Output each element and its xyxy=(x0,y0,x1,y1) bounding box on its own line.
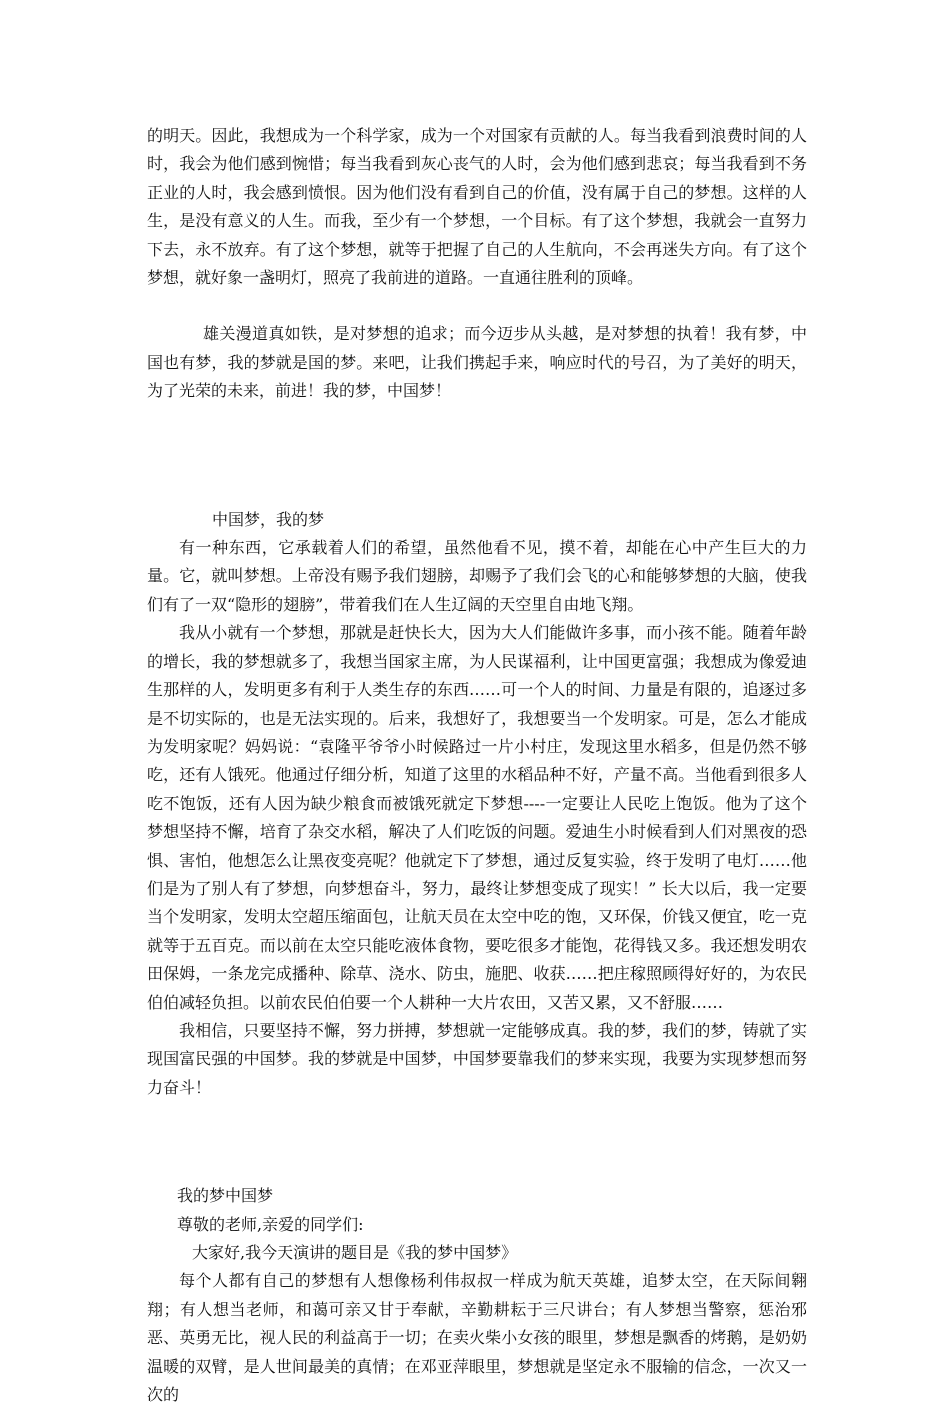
paragraph: 每个人都有自己的梦想有人想像杨利伟叔叔一样成为航天英雄，追梦太空，在天际间翱翔；有人想当老师，和蔼可亲又甘于奉献，辛勤耕耘于三尺讲台；有人梦想当警察，惩治邪恶、英勇无比，视人民的利益高于一切；在卖火柴小女孩的眼里，梦想是飘香的烤鹅，是奶奶温暖的双臂，是人世间最美的真情；在邓亚萍眼里，梦想就是坚定永不服输的信念，一次又一次的 xyxy=(147,1271,807,1405)
paragraph: 我从小就有一个梦想，那就是赶快长大，因为大人们能做许多事，而小孩不能。随着年龄的增长，我的梦想就多了，我想当国家主席，为人民谋福利，让中国更富强；我想成为像爱迪生那样的人，发明更多有利于人类生存的东西……可一个人的时间、力量是有限的，追逐过多是不切实际的，也是无法实现的。后来，我想好了，我想要当一个发明家。可是，怎么才能成为发明家呢？妈妈说：“袁隆平爷爷小时候路过一片小村庄，发现这里水稻多，但是仍然不够吃，还有人饿死。他通过仔细分析，知道了这里的水稻品种不好，产量不高。当他看到很多人吃不饱饭，还有人因为缺少粮食而被饿死就定下梦想----一定要让人民吃上饱饭。他为了这个梦想坚持不懈，培育了杂交水稻，解决了人们吃饭的问题。爱迪生小时候看到人们对黑夜的恐惧、害怕，他想怎么让黑夜变亮呢？他就定下了梦想，通过反复实验，终于发明了电灯……他们是为了别人有了梦想，向梦想奋斗，努力，最终让梦想变成了现实！” 长大以后，我一定要当个发明家，发明太空超压缩面包，让航天员在太空中吃的饱，又环保，价钱又便宜，吃一克就等于五百克。而以前在太空只能吃液体食物，要吃很多才能饱，花得钱又多。我还想发明农田保姆，一条龙完成播种、除草、浇水、防虫，施肥、收获……把庄稼照顾得好好的，为农民伯伯减轻负担。以前农民伯伯要一个人耕种一大片农田，又苦又累，又不舒服…… xyxy=(147,623,807,1012)
paragraph: 有一种东西，它承载着人们的希望，虽然他看不见，摸不着，却能在心中产生巨大的力量。它，就叫梦想。上帝没有赐予我们翅膀，却赐予了我们会飞的心和能够梦想的大脑，使我们有了一双“隐形的翅膀”，带着我们在人生辽阔的天空里自由地飞翔。 xyxy=(147,538,807,614)
section-title: 中国梦，我的梦 xyxy=(212,509,325,529)
lead-line: 大家好,我今天演讲的题目是《我的梦中国梦》 xyxy=(192,1243,518,1262)
greeting: 尊敬的老师,亲爱的同学们: xyxy=(177,1214,364,1234)
spacer xyxy=(147,1102,807,1182)
paragraph: 的明天。因此，我想成为一个科学家，成为一个对国家有贡献的人。每当我看到浪费时间的人时，我会为他们感到惋惜；每当我看到灰心丧气的人时，会为他们感到悲哀；每当我看到不务正业的人时，我会感到愤恨。因为他们没有看到自己的价值，没有属于自己的梦想。这样的人生，是没有意义的人生。而我，至少有一个梦想，一个目标。有了这个梦想，我就会一直努力下去，永不放弃。有了这个梦想，就等于把握了自己的人生航向，不会再迷失方向。有了这个梦想，就好象一盏明灯，照亮了我前进的道路。一直通往胜利的顶峰。 xyxy=(147,126,807,288)
spacer xyxy=(147,292,807,320)
section-title: 我的梦中国梦 xyxy=(177,1186,274,1206)
spacer xyxy=(147,406,807,506)
paragraph: 雄关漫道真如铁，是对梦想的追求；而今迈步从头越，是对梦想的执着！我有梦，中国也有梦，我的梦就是国的梦。来吧，让我们携起手来，响应时代的号召，为了美好的明天，为了光荣的未来，前进！我的梦，中国梦！ xyxy=(147,324,807,401)
document-page xyxy=(147,122,807,1409)
paragraph: 我相信，只要坚持不懈，努力拼搏，梦想就一定能够成真。我的梦，我们的梦，铸就了实现国富民强的中国梦。我的梦就是中国梦，中国梦要靠我们的梦来实现，我要为实现梦想而努力奋斗！ xyxy=(147,1020,807,1097)
